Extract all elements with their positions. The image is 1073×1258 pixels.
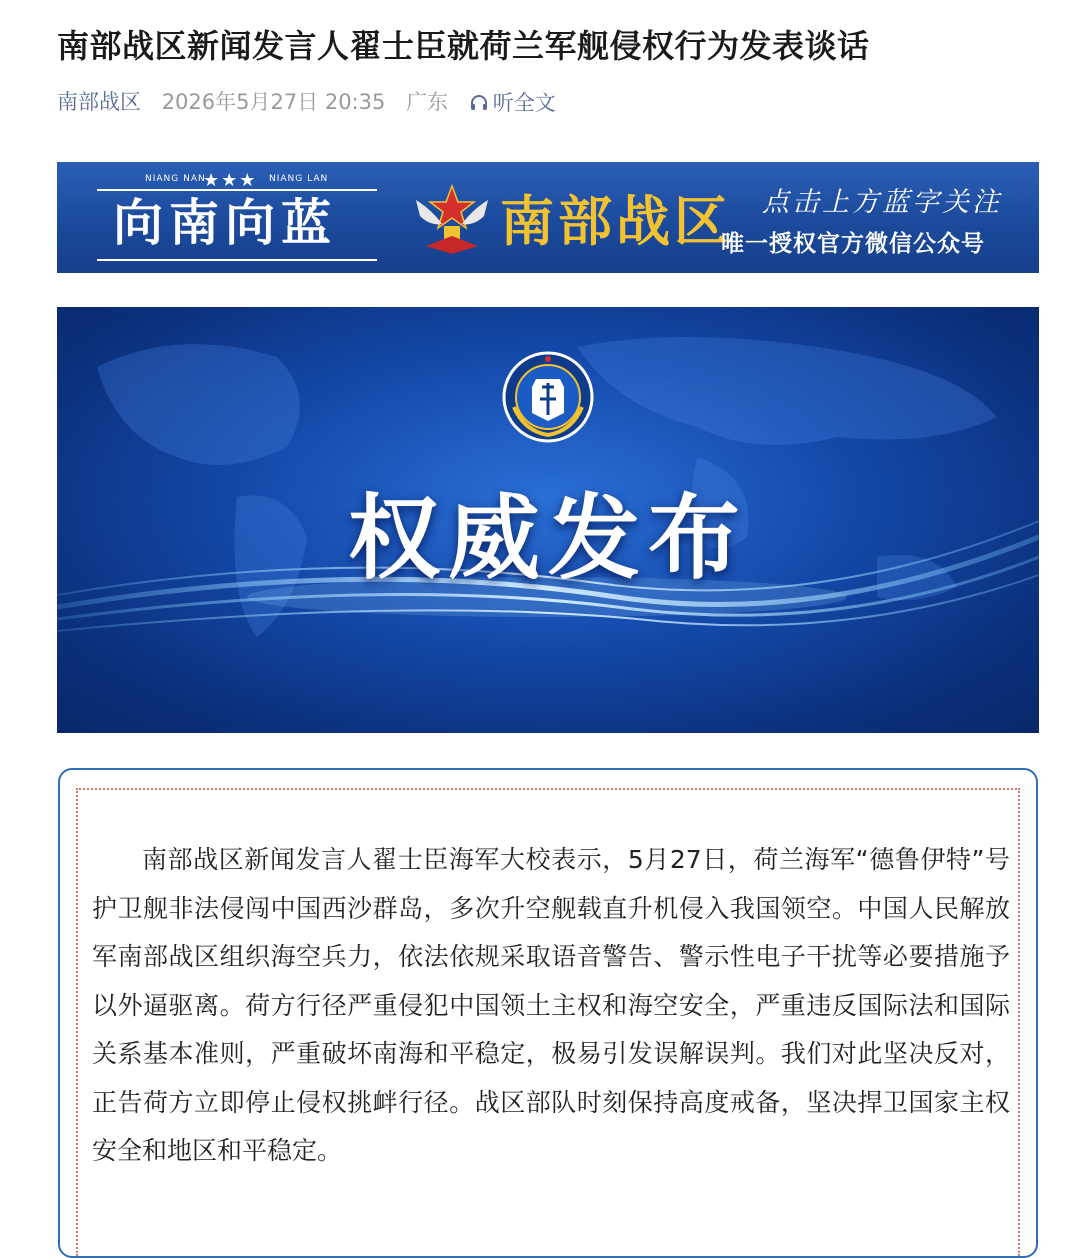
article-paragraph: 南部战区新闻发言人翟士臣海军大校表示，5月27日，荷兰海军“德鲁伊特”号护卫舰非法侵闯中国西沙群岛，多次升空舰载直升机侵入我国领空。中国人民解放军南部战区组织海空兵力，依法依规采取语音警告、警示性电子干扰等必要措施予以外逼驱离。荷方行径严重侵犯中国领土主权和海空安全，严重违反国际法和国际关系基本准则，严重破坏南海和平稳定，极易引发误解误判。我们对此坚决反对，正告荷方立即停止侵权挑衅行径。战区部队时刻保持高度戒备，坚决捍卫国家主权安全和地区和平稳定。: [92, 845, 1010, 1165]
publish-location: 广东: [406, 90, 449, 114]
headphones-icon: [469, 93, 489, 113]
listen-label: 听全文: [492, 90, 556, 115]
region-text: 南部战区: [500, 190, 732, 253]
article-body-card: [58, 768, 1038, 1258]
hero-headline: 权威发布: [347, 484, 748, 592]
article-meta: [57, 86, 570, 116]
account-name-link[interactable]: 南部战区: [57, 90, 141, 114]
follow-banner[interactable]: [57, 162, 1039, 273]
article-title: 南部战区新闻发言人翟士臣就荷兰军舰侵权行为发表谈话: [57, 27, 870, 65]
official-account-text: 唯一授权官方微信公众号: [721, 231, 985, 257]
brand-text: 向南向蓝: [113, 194, 337, 252]
banner-small-caps: NIANG NAN: [145, 174, 206, 184]
publish-datetime: 2026年5月27日 20:35: [161, 90, 386, 114]
listen-button[interactable]: [469, 87, 556, 118]
army-emblem-icon: [412, 180, 492, 258]
follow-tip-text: 点击上方蓝字关注: [762, 187, 1002, 218]
hero-image: [57, 307, 1039, 733]
star-row-icon: ★★★: [203, 170, 258, 191]
banner-small-caps-right: NIANG LAN: [269, 174, 329, 184]
theater-command-seal-icon: [500, 347, 596, 451]
